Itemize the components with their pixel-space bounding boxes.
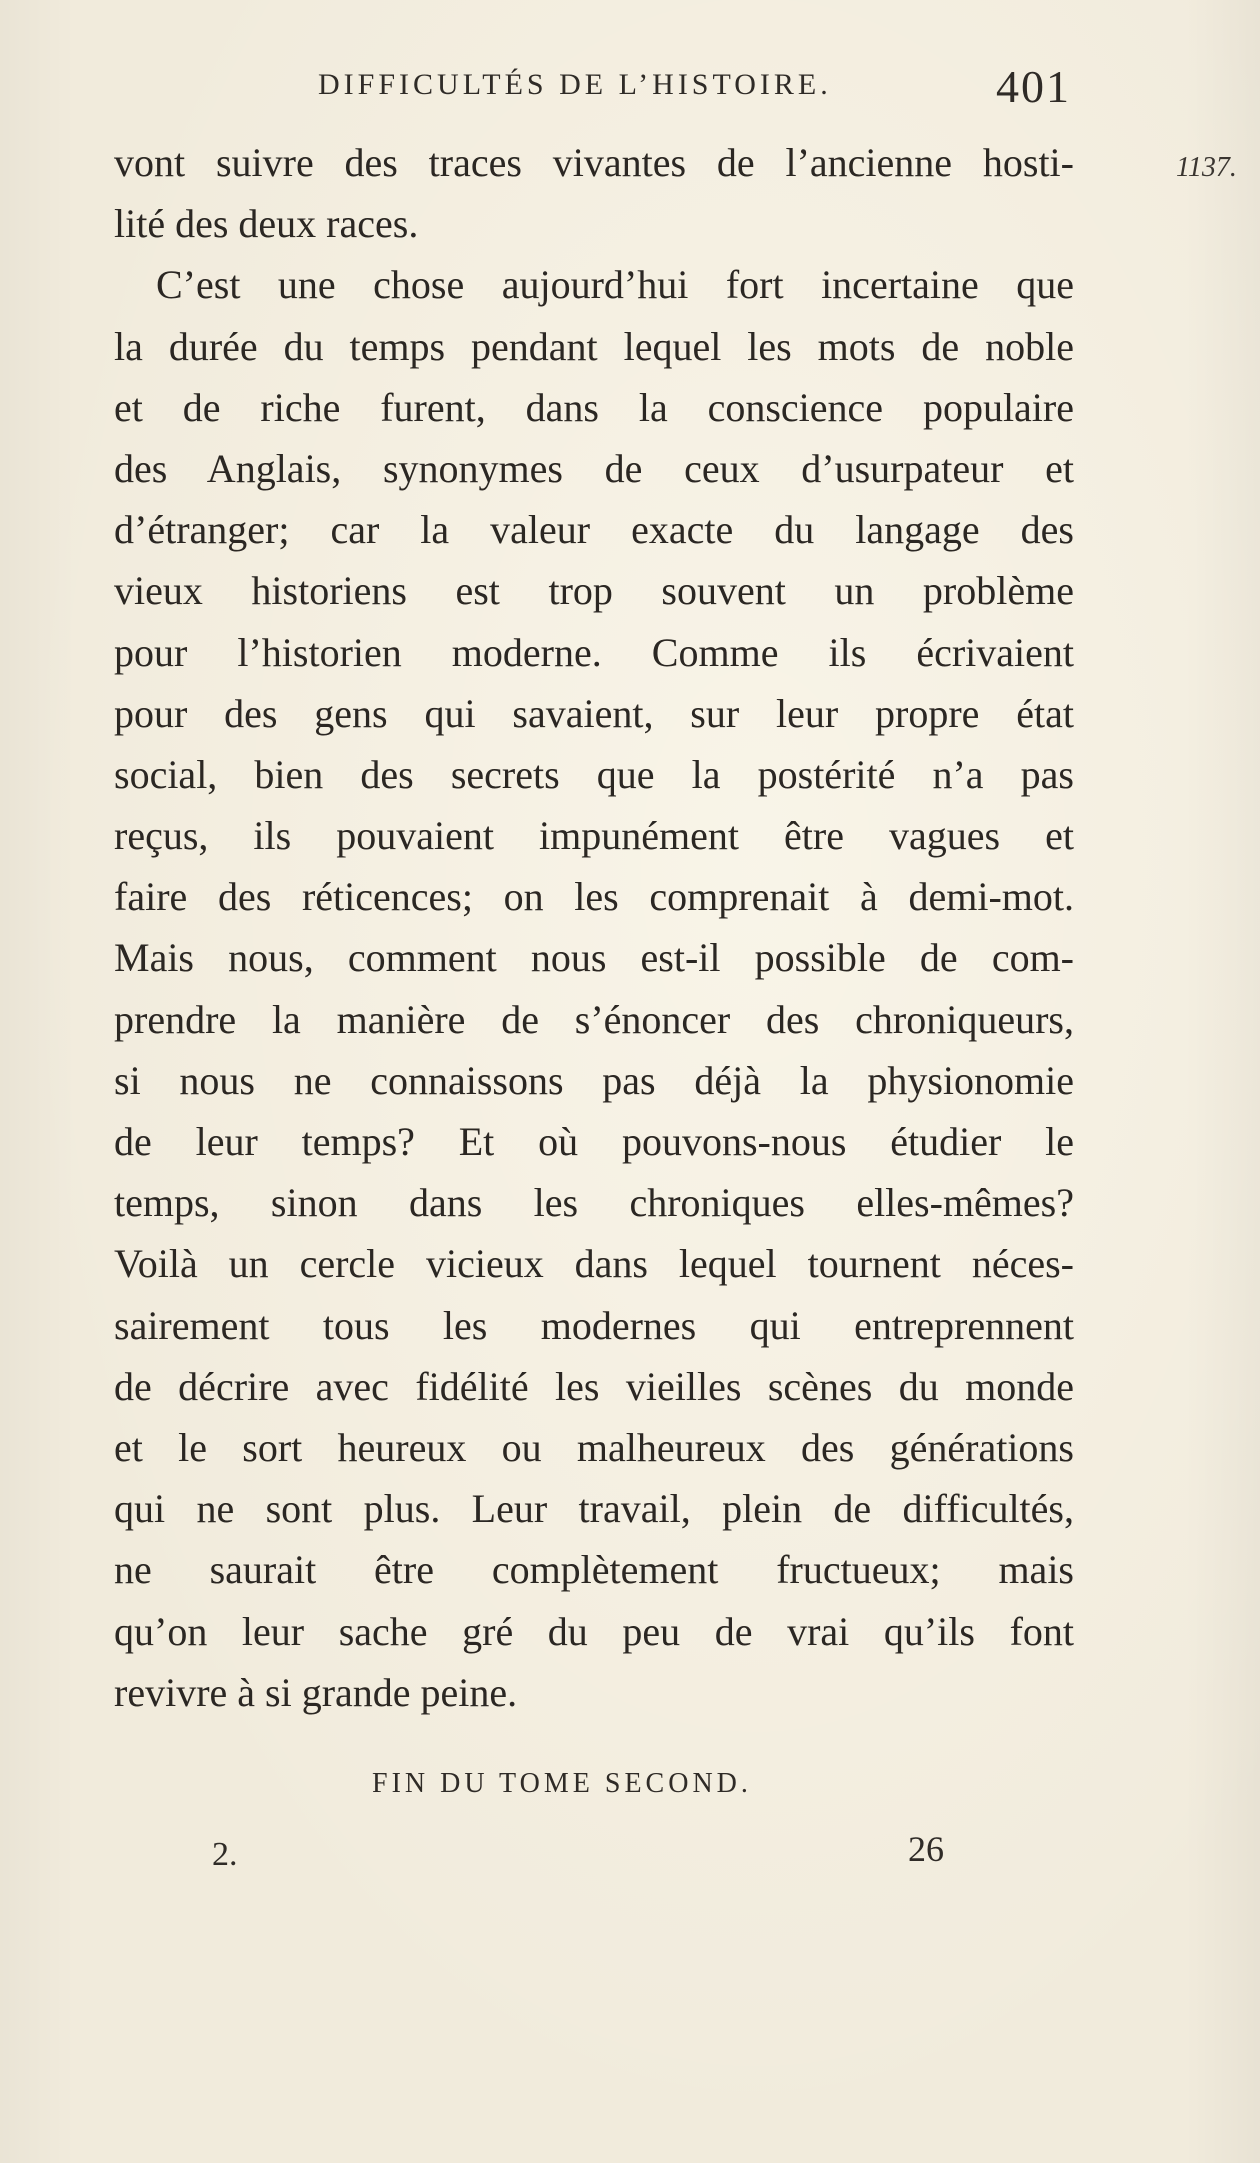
text-line: de leur temps? Et où pouvons-nous étudier le: [114, 1119, 1074, 1164]
text-line: la durée du temps pendant lequel les mots de noble: [114, 323, 1074, 369]
text-line: vont suivre des traces vivantes de l’ancienne hosti-: [114, 140, 1074, 185]
text-line: de décrire avec fidélité les vieilles scènes du monde: [114, 1363, 1074, 1409]
text-line: faire des réticences; on les comprenait à demi-mot.: [114, 874, 1074, 920]
text-line: Voilà un cercle vicieux dans lequel tournent néces-: [114, 1241, 1074, 1287]
text-line: revivre à si grande peine.: [114, 1669, 518, 1715]
volume-signature-mark: 2.: [212, 1836, 238, 1873]
text-line: ne saurait être complètement fructueux; mais: [114, 1547, 1074, 1593]
text-line: C’est une chose aujourd’hui fort incertaine que: [156, 262, 1074, 308]
text-line: et le sort heureux ou malheureux des générations: [114, 1424, 1074, 1470]
body-text: [114, 132, 1074, 1723]
text-line: des Anglais, synonymes de ceux d’usurpateur et: [114, 445, 1074, 491]
running-head: DIFFICULTÉS DE L’HISTOIRE.: [318, 68, 832, 101]
text-line: social, bien des secrets que la postérité n’a pas: [114, 751, 1074, 797]
text-line: Mais nous, comment nous est-il possible de com-: [114, 935, 1074, 981]
gathering-signature-number: 26: [908, 1829, 944, 1869]
text-line: si nous ne connaissons pas déjà la physionomie: [114, 1057, 1074, 1103]
end-of-volume-note: FIN DU TOME SECOND.: [372, 1768, 752, 1799]
text-line: d’étranger; car la valeur exacte du langage des: [114, 507, 1074, 553]
page-number: 401: [996, 61, 1071, 112]
text-line: qui ne sont plus. Leur travail, plein de difficultés,: [114, 1486, 1074, 1532]
text-line: temps, sinon dans les chroniques elles-mêmes?: [114, 1180, 1074, 1226]
text-line: lité des deux races.: [114, 201, 419, 247]
text-line: prendre la manière de s’énoncer des chroniqueurs,: [114, 996, 1074, 1042]
text-line: pour des gens qui savaient, sur leur propre état: [114, 690, 1074, 736]
text-line: vieux historiens est trop souvent un problème: [114, 568, 1074, 614]
text-line: sairement tous les modernes qui entreprennent: [114, 1302, 1074, 1348]
text-line: et de riche furent, dans la conscience populaire: [114, 384, 1074, 430]
margin-year-note: 1137.: [1176, 152, 1237, 183]
text-line: qu’on leur sache gré du peu de vrai qu’ils font: [114, 1608, 1074, 1654]
text-line: pour l’historien moderne. Comme ils écrivaient: [114, 629, 1074, 675]
text-line: reçus, ils pouvaient impunément être vagues et: [114, 813, 1074, 859]
